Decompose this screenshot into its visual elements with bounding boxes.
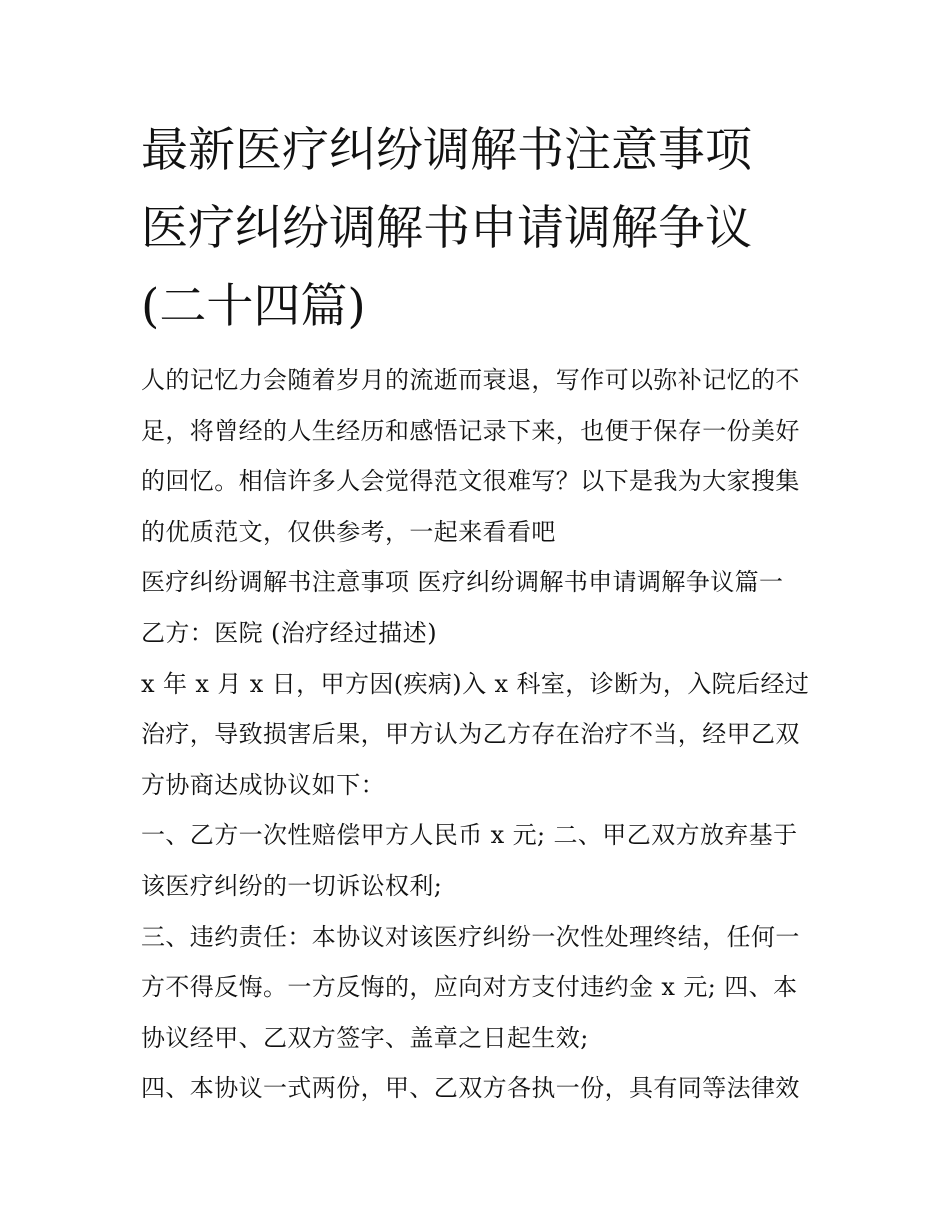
body-line: 方协商达成协议如下：	[141, 770, 385, 799]
title-line-3: (二十四篇)	[141, 279, 366, 334]
document-title	[141, 112, 841, 346]
body-line: 四、本协议一式两份，甲、乙双方各执一份，具有同等法律效	[141, 1074, 800, 1103]
body-line: 的回忆。相信许多人会觉得范文很难写？以下是我为大家搜集	[141, 467, 800, 496]
body-line: x 年 x 月 x 日，甲方因(疾病)入 x 科室，诊断为，入院后经过	[141, 669, 810, 698]
body-line: 人的记忆力会随着岁月的流逝而衰退，写作可以弥补记忆的不	[141, 366, 800, 394]
title-line-1: 最新医疗纠纷调解书注意事项	[141, 123, 752, 178]
body-line: 方不得反悔。一方反悔的，应向对方支付违约金 x 元; 四、本	[141, 973, 798, 1002]
body-line: 乙方：医院 (治疗经过描述)	[141, 618, 437, 647]
body-line: 足，将曾经的人生经历和感悟记录下来，也便于保存一份美好	[141, 416, 800, 445]
body-line: 一、乙方一次性赔偿甲方人民币 x 元; 二、甲乙双方放弃基于	[141, 821, 798, 850]
body-line: 的优质范文，仅供参考，一起来看看吧	[141, 517, 556, 546]
document-body	[141, 355, 831, 1114]
body-line: 协议经甲、乙双方签字、盖章之日起生效;	[141, 1023, 589, 1052]
section-heading-line: 医疗纠纷调解书注意事项 医疗纠纷调解书申请调解争议篇一	[141, 568, 784, 597]
body-line: 三、违约责任：本协议对该医疗纠纷一次性处理终结，任何一	[141, 922, 800, 951]
body-line: 治疗，导致损害后果，甲方认为乙方存在治疗不当，经甲乙双	[141, 720, 800, 749]
body-line: 该医疗纠纷的一切诉讼权利;	[141, 871, 443, 900]
title-line-2: 医疗纠纷调解书申请调解争议	[141, 201, 752, 256]
